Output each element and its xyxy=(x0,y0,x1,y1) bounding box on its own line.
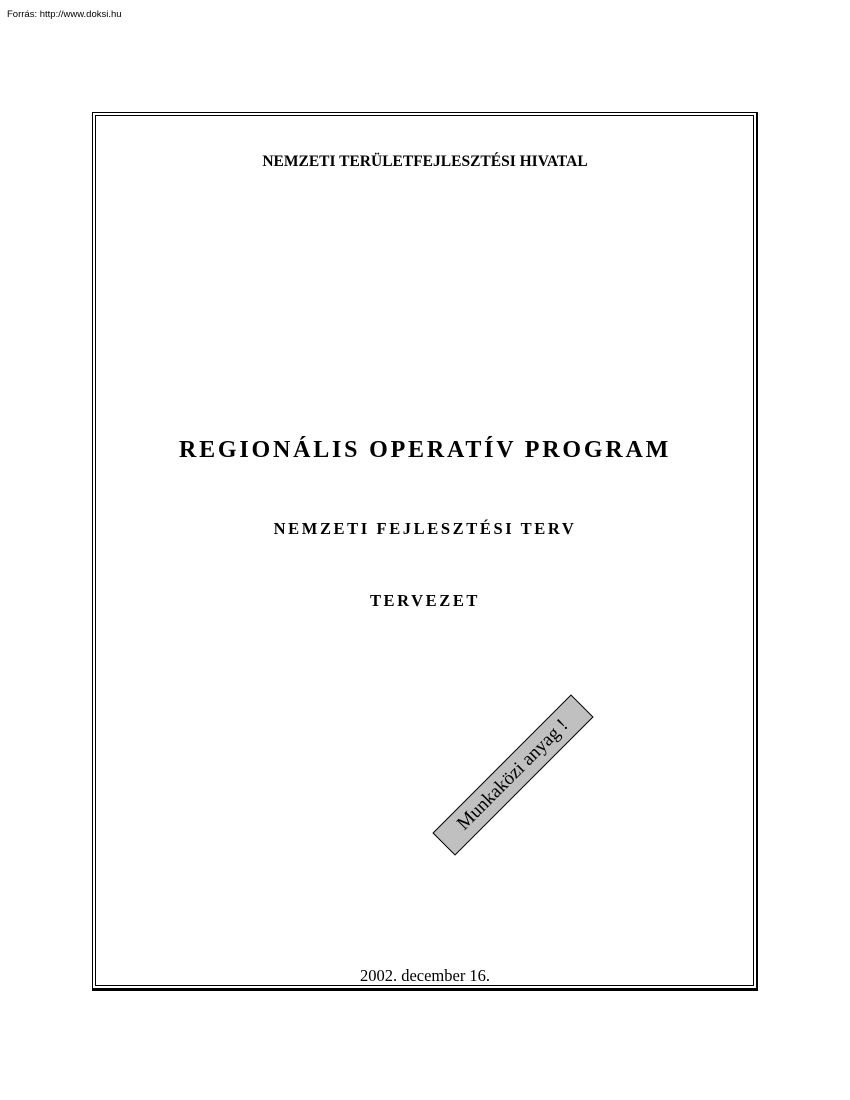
cover-frame-inner-border xyxy=(95,115,754,986)
agency-name: NEMZETI TERÜLETFEJLESZTÉSI HIVATAL xyxy=(262,153,588,170)
document-date: 2002. december 16. xyxy=(359,966,491,985)
document-title: REGIONÁLIS OPERATÍV PROGRAM xyxy=(178,437,672,463)
document-subtitle: NEMZETI FEJLESZTÉSI TERV xyxy=(273,519,577,538)
draft-label: TERVEZET xyxy=(369,591,481,610)
cover-frame xyxy=(92,112,758,991)
source-note: Forrás: http://www.doksi.hu xyxy=(7,9,122,20)
work-in-progress-stamp: Munkaközi anyag ! xyxy=(432,694,593,855)
